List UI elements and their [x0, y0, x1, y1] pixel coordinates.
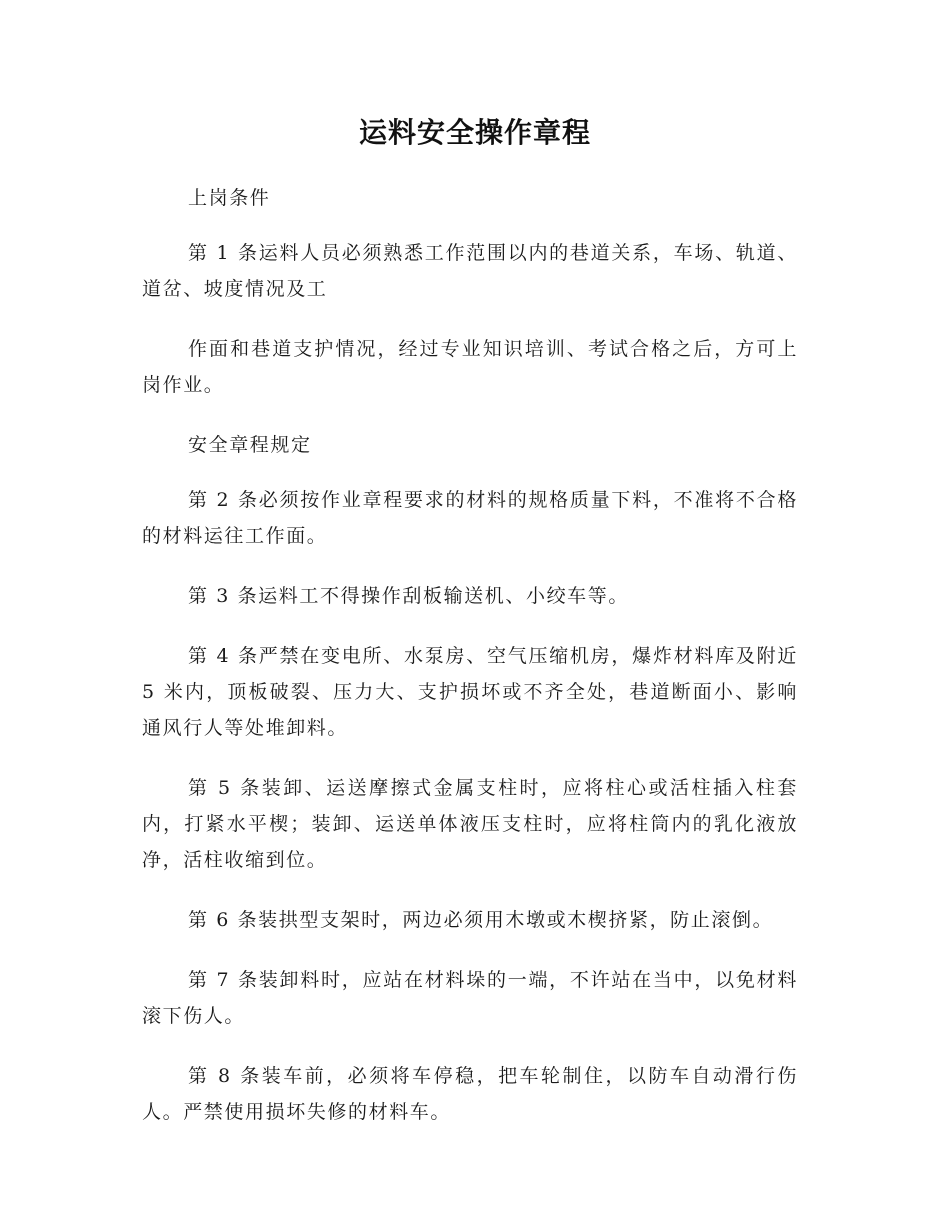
section-heading-qualifications: 上岗条件 [188, 187, 271, 209]
article-1-continued: 作面和巷道支护情况，经过专业知识培训、考试合格之后，方可上岗作业。 [142, 338, 798, 396]
article-4: 第 4 条严禁在变电所、水泵房、空气压缩机房，爆炸材料库及附近 5 米内，顶板破裂、压力大、支护损坏或不齐全处，巷道断面小、影响通风行人等处堆卸料。 [142, 645, 798, 739]
document-title: 运料安全操作章程 [358, 116, 591, 149]
article-2: 第 2 条必须按作业章程要求的材料的规格质量下料，不准将不合格的材料运往工作面。 [142, 489, 798, 547]
article-8: 第 8 条装车前，必须将车停稳，把车轮制住，以防车自动滑行伤人。严禁使用损坏失修的材料车。 [142, 1065, 798, 1123]
article-6: 第 6 条装拱型支架时，两边必须用木墩或木楔挤紧，防止滚倒。 [188, 909, 774, 931]
article-7: 第 7 条装卸料时，应站在材料垛的一端，不许站在当中，以免材料滚下伤人。 [142, 969, 798, 1027]
article-5: 第 5 条装卸、运送摩擦式金属支柱时，应将柱心或活柱插入柱套内，打紧水平楔；装卸、运送单体液压支柱时，应将柱筒内的乳化液放净，活柱收缩到位。 [142, 777, 798, 871]
article-1: 第 1 条运料人员必须熟悉工作范围以内的巷道关系，车场、轨道、道岔、坡度情况及工 [142, 242, 798, 300]
article-3: 第 3 条运料工不得操作刮板输送机、小绞车等。 [188, 585, 629, 607]
section-heading-safety-rules: 安全章程规定 [188, 434, 312, 456]
